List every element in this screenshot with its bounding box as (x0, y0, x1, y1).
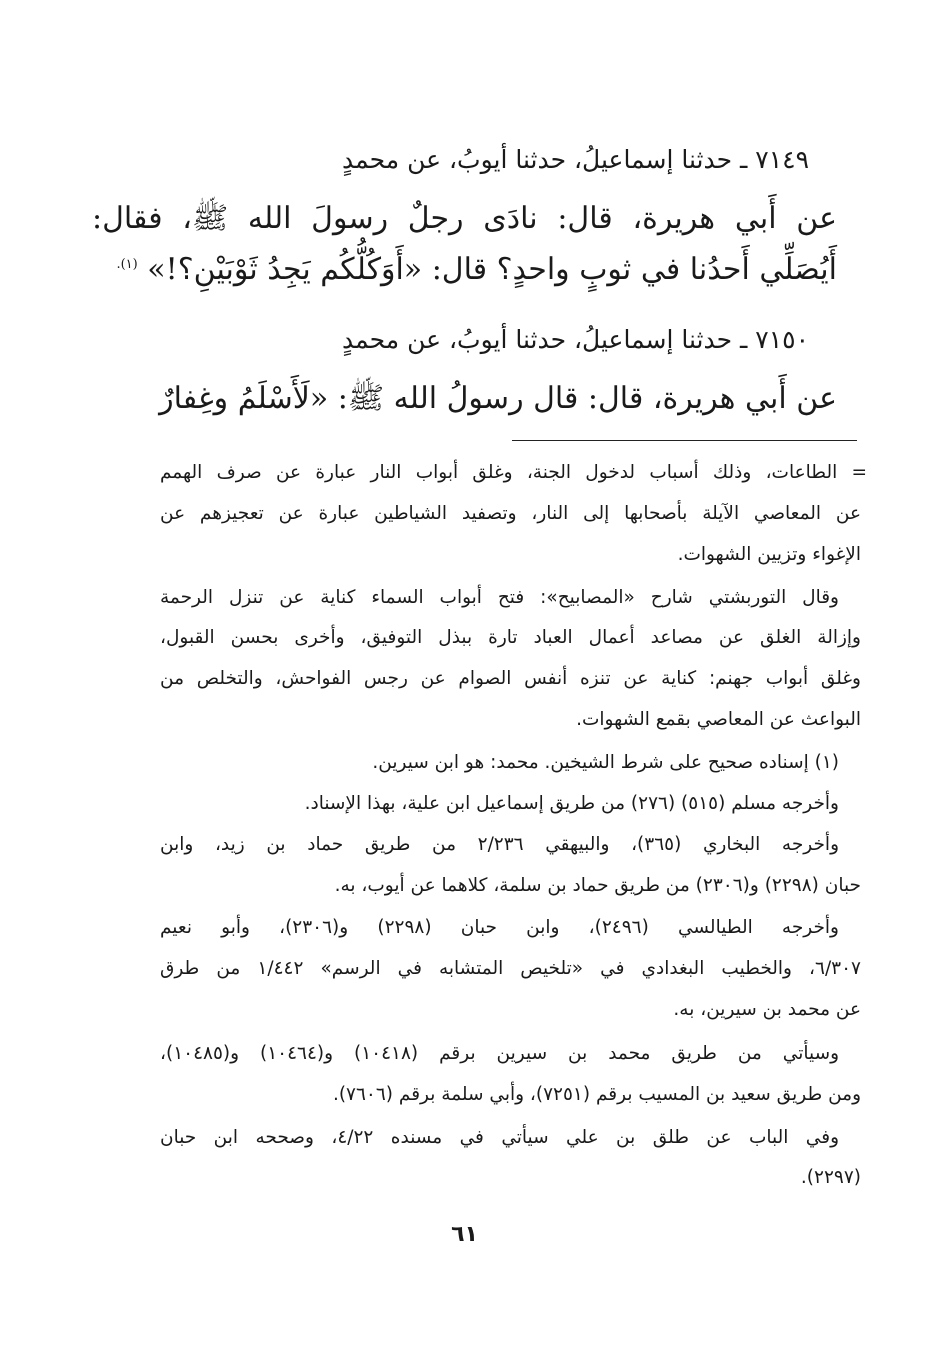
hadith-7149-line-1: عن أَبي هريرة، قال: نادَى رجلٌ رسولَ الله ﷺ، فقال: (92, 201, 837, 236)
footnote-line: ومن طريق سعيد بن المسيب برقم (٧٢٥١)، وأبي سلمة برقم (٧٦٠٦). (332, 1084, 861, 1105)
footnote-line: وفي الباب عن طلق بن علي سيأتي في مسنده ٤/٢٢، وصححه ابن حبان (160, 1127, 840, 1148)
hadith-7149-header: ٧١٤٩ ـ حدثنا إسماعيلُ، حدثنا أيوبُ، عن محمدٍ (342, 145, 809, 174)
footnote-line: وقال التوربشتي شارح «المصابيح»: فتح أبواب السماء كناية عن تنزل الرحمة (160, 587, 839, 608)
footnote-ref-1: (١). (116, 257, 138, 272)
footnote-line: (٢٢٩٧). (800, 1167, 861, 1188)
footnote-line: الإغواء وتزيين الشهوات. (677, 544, 861, 565)
footnote-line: وغلق أبواب جهنم: كناية عن تنزه أنفس الصوام عن رجس الفواحش، والتخلص من (160, 668, 861, 689)
footnote-line: عن المعاصي الآيلة بأصحابها إلى النار، وتصفيد الشياطين عبارة عن تعجيزهم عن (160, 503, 861, 524)
hadith-7149-line-2 (116, 252, 837, 287)
hadith-7150-line-1: عن أَبي هريرة، قال: قال رسولُ الله ﷺ: «لَأَسْلَمُ وغِفارٌ (159, 381, 837, 416)
footnote-line: وأخرجه الطيالسي (٢٤٩٦)، وابن حبان (٢٢٩٨) و(٢٣٠٦)، وأبو نعيم (160, 917, 839, 938)
footnote-line: وإزالة الغلق عن مصاعد أعمال العباد تارة ببذل التوفيق، وأخرى بحسن القبول، (160, 627, 861, 648)
footnote-line: حبان (٢٢٩٨) و(٢٣٠٦) من طريق حماد بن سلمة، كلاهما عن أيوب، به. (334, 875, 861, 896)
footnote-line: عن محمد بن سيرين، به. (673, 999, 861, 1020)
footnote-line: وسيأتي من طريق محمد بن سيرين برقم (١٠٤١٨) و(١٠٤٦٤) و(١٠٤٨٥)، (160, 1043, 840, 1064)
footnote-line: ٦/٣٠٧، والخطيب البغدادي في «تلخيص المتشابه في الرسم» ١/٤٤٢ من طرق (160, 958, 861, 979)
page-number: ٦١ (451, 1222, 478, 1247)
footnote-line: وأخرجه البخاري (٣٦٥)، والبيهقي ٢/٢٣٦ من طريق حماد بن زيد، وابن (160, 834, 840, 855)
footnote-line: البواعث عن المعاصي بقمع الشهوات. (576, 709, 861, 730)
footnote-1-start: (١) إسناده صحيح على شرط الشيخين. محمد: هو ابن سيرين. (372, 752, 839, 773)
hadith-7149-line-2-text: أَيُصَلِّي أَحدُنا في ثوبٍ واحدٍ؟ قال: «أَوَكُلُّكُم يَجِدُ ثَوْبَيْنِ؟!» (147, 252, 837, 287)
footnote-line: = الطاعات، وذلك أسباب لدخول الجنة، وغلق أبواب النار عبارة عن صرف الهمم (160, 462, 867, 483)
footnote-line: وأخرجه مسلم (٥١٥) (٢٧٦) من طريق إسماعيل ابن علية، بهذا الإسناد. (304, 793, 839, 814)
hadith-7150-header: ٧١٥٠ ـ حدثنا إسماعيلُ، حدثنا أيوبُ، عن محمدٍ (342, 325, 809, 354)
footnote-separator (512, 440, 857, 441)
